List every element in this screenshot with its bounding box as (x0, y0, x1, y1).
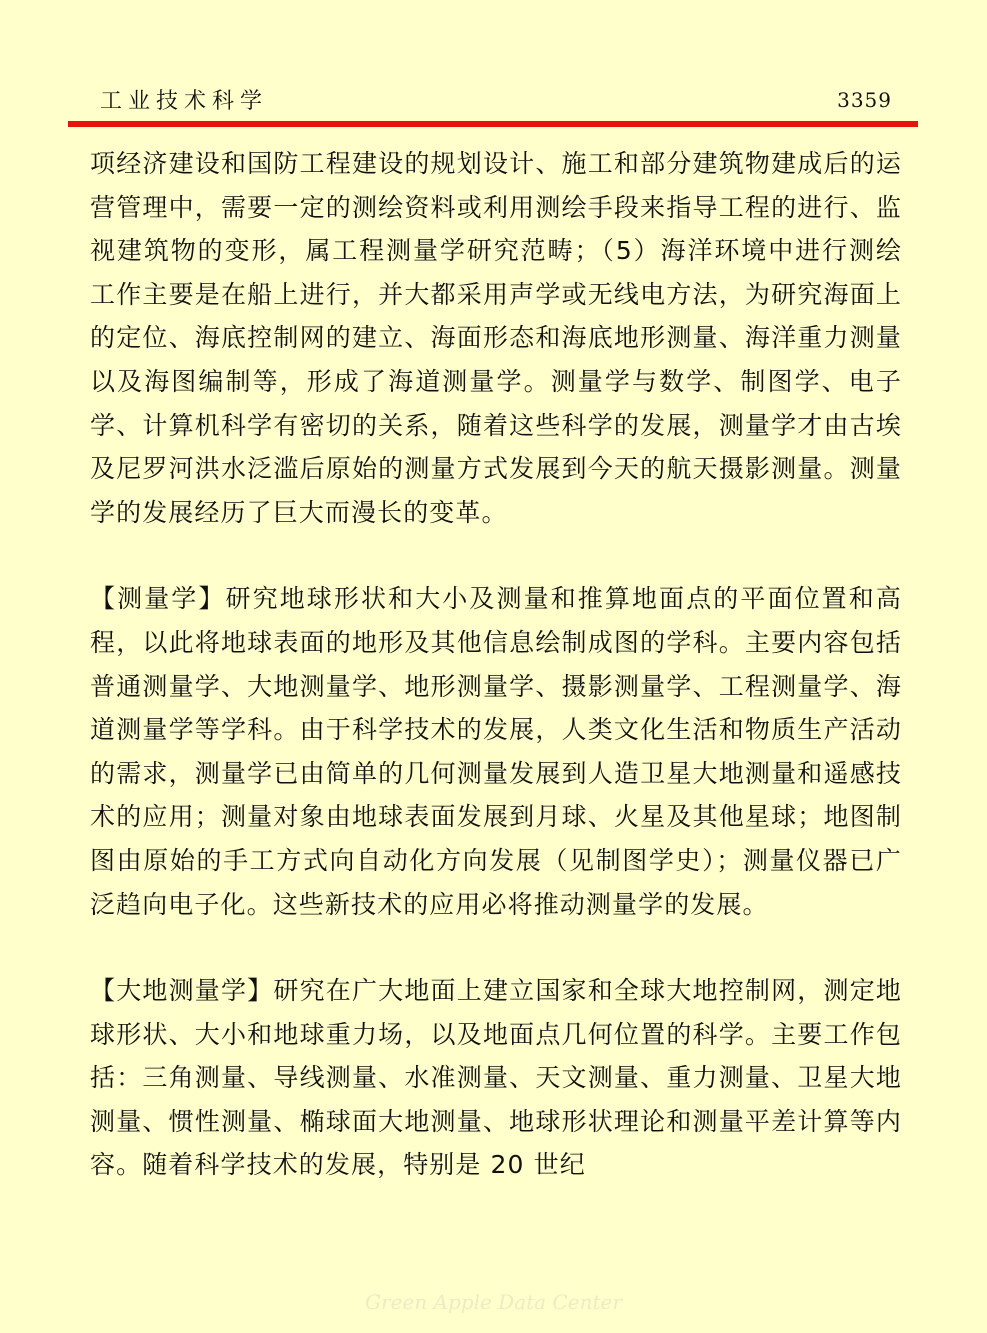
paragraph-surveying: 【测量学】研究地球形状和大小及测量和推算地面点的平面位置和高程，以此将地球表面的地形及其他信息绘制成图的学科。主要内容包括普通测量学、大地测量学、地形测量学、摄影测量学、工程测量学、海道测量学等学科。由于科学技术的发展，人类文化生活和物质生产活动的需求，测量学已由简单的几何测量发展到人造卫星大地测量和遥感技术的应用；测量对象由地球表面发展到月球、火星及其他星球；地图制图由原始的手工方式向自动化方向发展（见制图学史）；测量仪器已广泛趋向电子化。这些新技术的应用必将推动测量学的发展。 (90, 584, 902, 919)
article-body (90, 142, 902, 1187)
paragraph-continuation: 项经济建设和国防工程建设的规划设计、施工和部分建筑物建成后的运营管理中，需要一定的测绘资料或利用测绘手段来指导工程的进行、监视建筑物的变形，属工程测量学研究范畴；（5）海洋环境中进行测绘工作主要是在船上进行，并大都采用声学或无线电方法，为研究海面上的定位、海底控制网的建立、海面形态和海底地形测量、海洋重力测量以及海图编制等，形成了海道测量学。测量学与数学、制图学、电子学、计算机科学有密切的关系，随着这些科学的发展，测量学才由古埃及尼罗河洪水泛滥后原始的测量方式发展到今天的航天摄影测量。测量学的发展经历了巨大而漫长的变革。 (90, 149, 902, 527)
paragraph-geodesy: 【大地测量学】研究在广大地面上建立国家和全球大地控制网，测定地球形状、大小和地球重力场，以及地面点几何位置的科学。主要工作包括：三角测量、导线测量、水准测量、天文测量、重力测量、卫星大地测量、惯性测量、椭球面大地测量、地球形状理论和测量平差计算等内容。随着科学技术的发展，特别是 20 世纪 (90, 976, 902, 1180)
watermark: Green Apple Data Center (365, 1290, 622, 1314)
header-rule (68, 121, 918, 127)
page-header (0, 0, 987, 130)
journal-title: 工业技术科学 (100, 89, 269, 114)
page-number: 3359 (837, 88, 892, 112)
